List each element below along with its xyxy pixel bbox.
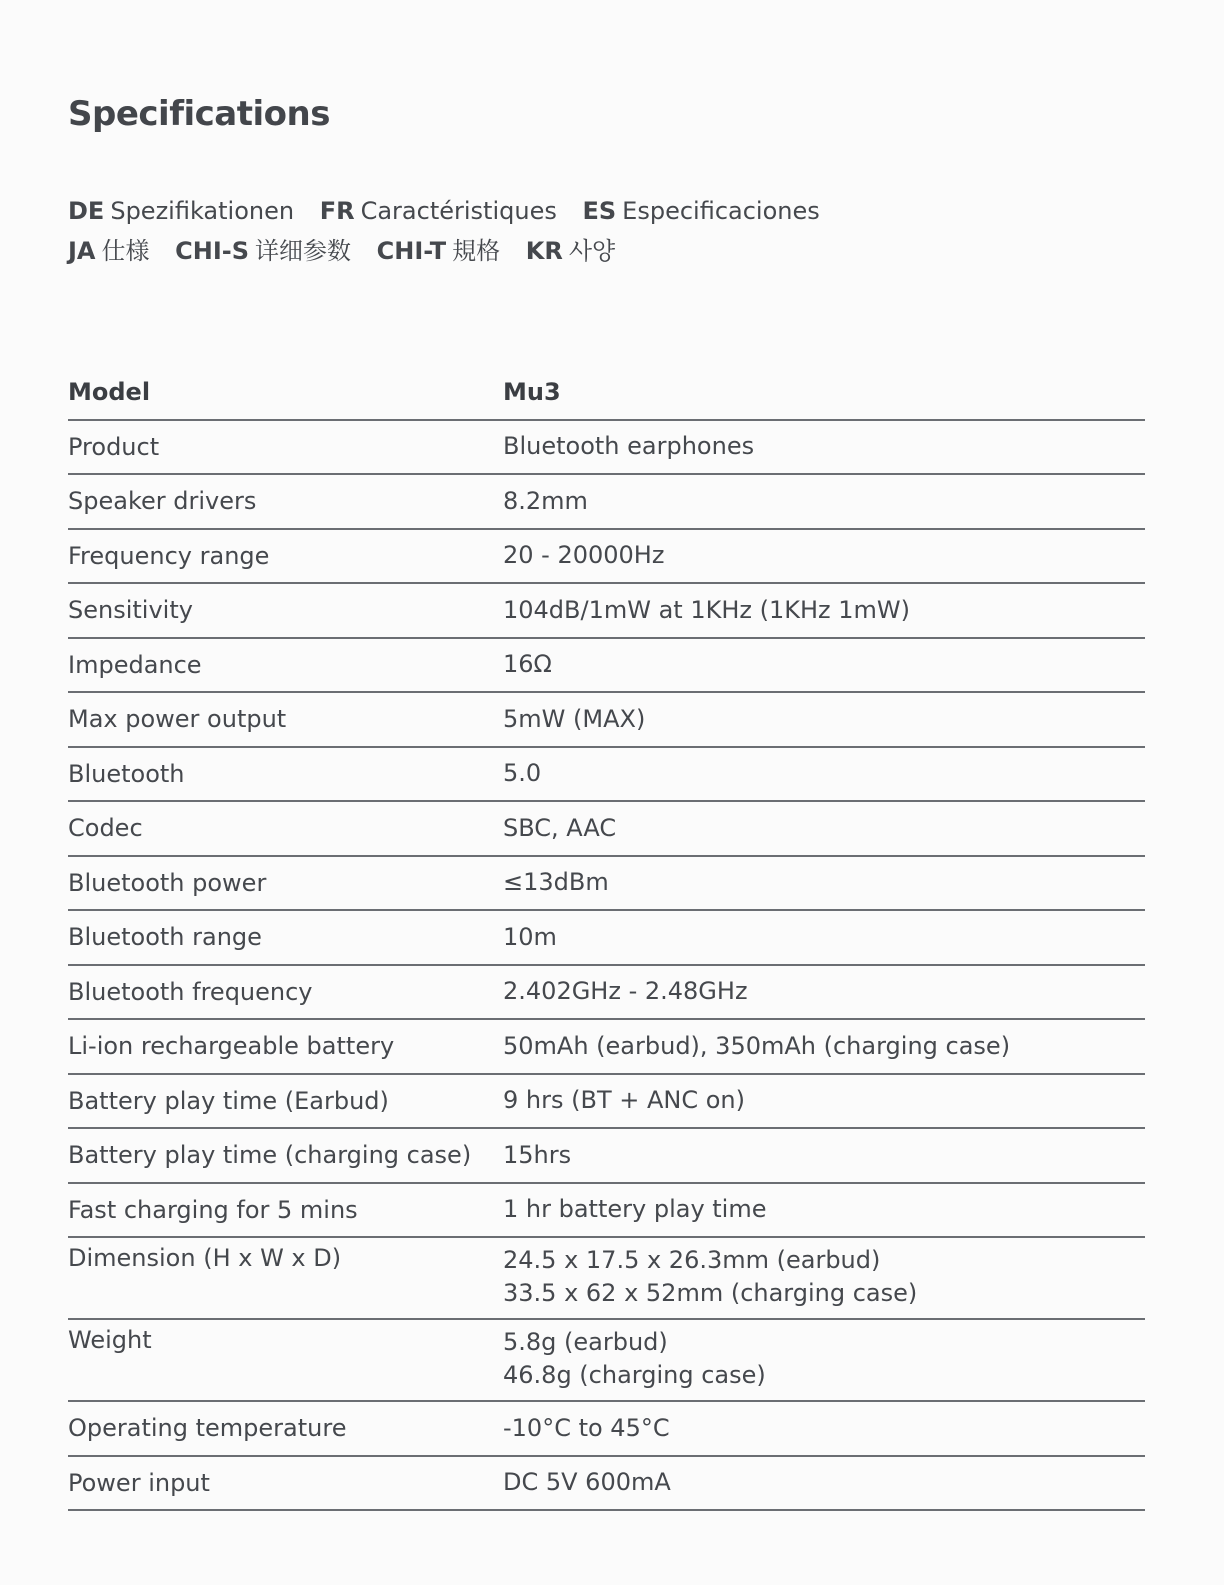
lang-code: KR [525, 237, 563, 265]
lang-text: Spezifikationen [110, 197, 295, 225]
spec-value-line: 104dB/1mW at 1KHz (1KHz 1mW) [503, 595, 911, 624]
table-row [68, 857, 1145, 912]
table-row [68, 639, 1145, 694]
spec-value-line: 50mAh (earbud), 350mAh (charging case) [503, 1031, 1011, 1060]
table-row [68, 475, 1145, 530]
spec-value [503, 703, 1145, 736]
spec-label: Speaker drivers [68, 487, 257, 516]
lang-chi-t [377, 233, 500, 269]
table-row [68, 802, 1145, 857]
spec-value [503, 1412, 1145, 1445]
spec-value-line: 1 hr battery play time [503, 1195, 767, 1224]
spec-label: Weight [68, 1326, 152, 1354]
language-line-1 [68, 193, 1068, 233]
spec-label: Product [68, 432, 160, 461]
table-row [68, 1238, 1145, 1320]
spec-value-line: 46.8g (charging case) [503, 1361, 766, 1389]
lang-text: 사양 [568, 237, 616, 265]
table-row [68, 911, 1145, 966]
spec-value-line: 2.402GHz - 2.48GHz [503, 977, 748, 1006]
lang-ja [68, 233, 150, 269]
header-value: Mu3 [503, 377, 561, 406]
spec-label: Impedance [68, 650, 202, 679]
lang-de [68, 193, 294, 229]
header-label: Model [68, 378, 151, 407]
spec-value-line: 15hrs [503, 1140, 572, 1169]
spec-value-line: 5mW (MAX) [503, 704, 646, 733]
spec-value [503, 921, 1145, 954]
spec-value-line: 10m [503, 922, 557, 951]
table-row [68, 1457, 1145, 1512]
spec-label: Li-ion rechargeable battery [68, 1032, 395, 1061]
lang-code: CHI-T [376, 237, 447, 265]
table-row [68, 421, 1145, 476]
language-translations [68, 193, 1068, 273]
spec-label: Dimension (H x W x D) [68, 1244, 342, 1272]
lang-code: CHI-S [175, 237, 250, 265]
spec-value [503, 866, 1145, 899]
table-row [68, 1402, 1145, 1457]
lang-fr [320, 193, 557, 229]
lang-text: Caractéristiques [360, 197, 557, 225]
spec-value-line: -10°C to 45°C [503, 1413, 670, 1442]
spec-value [503, 539, 1145, 572]
spec-label: Operating temperature [68, 1414, 347, 1443]
table-row [68, 584, 1145, 639]
table-row [68, 1020, 1145, 1075]
spec-label: Battery play time (charging case) [68, 1141, 472, 1170]
table-row [68, 693, 1145, 748]
spec-value [503, 1193, 1145, 1226]
spec-value [503, 430, 1145, 463]
lang-kr [526, 233, 615, 269]
page-title: Specifications [68, 94, 330, 134]
spec-label: Fast charging for 5 mins [68, 1195, 358, 1224]
table-row [68, 1320, 1145, 1402]
spec-value [503, 975, 1145, 1008]
table-row [68, 1129, 1145, 1184]
table-row [68, 530, 1145, 585]
spec-value-line: 5.0 [503, 759, 542, 788]
spec-label: Codec [68, 814, 143, 843]
spec-value [503, 812, 1145, 845]
table-row [68, 1184, 1145, 1239]
spec-value [503, 1326, 1145, 1392]
lang-text: 仕様 [101, 237, 150, 265]
spec-value-line: 20 - 20000Hz [503, 541, 665, 570]
spec-label: Bluetooth power [68, 868, 267, 897]
table-body [68, 421, 1145, 1512]
lang-code: DE [68, 197, 105, 225]
lang-text: 規格 [452, 237, 501, 265]
spec-label: Battery play time (Earbud) [68, 1086, 389, 1115]
spec-label: Sensitivity [68, 596, 193, 625]
spec-value-line: 8.2mm [503, 486, 588, 515]
spec-table [68, 366, 1145, 1511]
lang-code: FR [319, 197, 355, 225]
spec-value-line: 24.5 x 17.5 x 26.3mm (earbud) [503, 1246, 881, 1274]
spec-value [503, 1244, 1145, 1310]
lang-code: JA [68, 237, 96, 265]
spec-label: Max power output [68, 705, 287, 734]
spec-value [503, 1030, 1145, 1063]
lang-code: ES [582, 197, 617, 225]
lang-chi-s [175, 233, 351, 269]
spec-value-line: SBC, AAC [503, 813, 617, 842]
spec-value [503, 594, 1145, 627]
table-row [68, 748, 1145, 803]
spec-value [503, 1139, 1145, 1172]
spec-label: Bluetooth frequency [68, 977, 313, 1006]
table-row [68, 966, 1145, 1021]
spec-value-line: Bluetooth earphones [503, 432, 755, 461]
lang-es [582, 193, 819, 229]
spec-label: Power input [68, 1468, 210, 1497]
spec-value-line: DC 5V 600mA [503, 1468, 671, 1497]
spec-label: Frequency range [68, 541, 270, 570]
spec-value-line: 5.8g (earbud) [503, 1328, 668, 1356]
language-line-2 [68, 233, 1068, 273]
spec-value-line: 33.5 x 62 x 52mm (charging case) [503, 1279, 918, 1307]
spec-value [503, 1466, 1145, 1499]
table-header-row [68, 366, 1145, 421]
spec-value [503, 485, 1145, 518]
lang-text: Especificaciones [622, 197, 820, 225]
spec-value [503, 1084, 1145, 1117]
spec-label: Bluetooth [68, 759, 185, 788]
table-row [68, 1075, 1145, 1130]
spec-value-line: 9 hrs (BT + ANC on) [503, 1086, 745, 1115]
spec-label: Bluetooth range [68, 923, 262, 952]
spec-value [503, 757, 1145, 790]
spec-value-line: ≤13dBm [503, 868, 609, 897]
spec-value [503, 648, 1145, 681]
spec-value-line: 16Ω [503, 650, 552, 679]
lang-text: 详细参数 [255, 237, 352, 265]
